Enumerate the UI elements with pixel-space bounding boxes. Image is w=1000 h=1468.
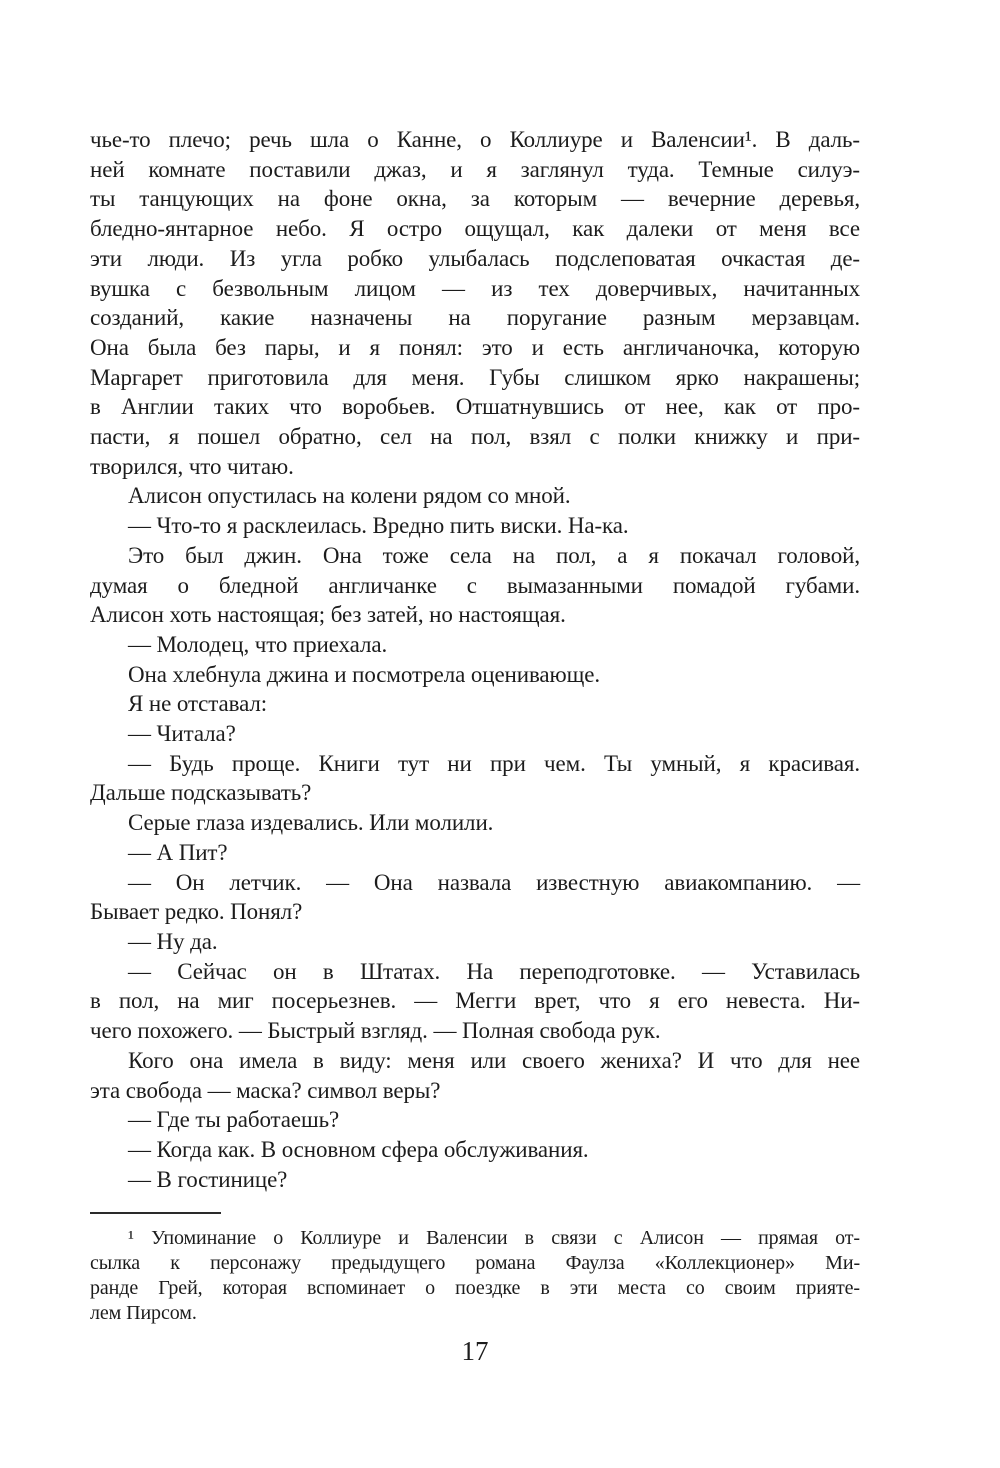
footnote [90,1226,860,1326]
text-line: чего похожего. — Быстрый взгляд. — Полная свобода рук. [90,1018,661,1044]
text-line: — А Пит? [128,839,228,865]
text-line: ¹ Упоминание о Коллиуре и Валенсии в связи с Алисон — прямая от- [128,1227,860,1249]
text-line: Серые глаза издевались. Или молили. [128,810,494,836]
paragraph [90,689,860,719]
text-line: — В гостинице? [128,1166,288,1192]
text-line: — Читала? [128,721,236,747]
text-line: ты танцующих на фоне окна, за которым — вечерние деревья, [90,186,860,212]
text-line: Маргарет приготовила для меня. Губы слишком ярко накрашены; [90,364,860,390]
text-line: эти люди. Из угла робко улыбалась подслеповатая очкастая де- [90,245,860,271]
text-line: — Когда как. В основном сфера обслуживания. [128,1136,589,1162]
paragraph [90,927,860,957]
text-line: Бывает редко. Понял? [90,899,303,925]
text-line: созданий, какие назначены на поругание разным мерзавцам. [90,305,860,331]
paragraph [90,838,860,868]
paragraph [90,868,860,927]
page-number: 17 [461,1336,489,1366]
text-line: эта свобода — маска? символ веры? [90,1077,441,1103]
paragraph [90,125,860,481]
text-line: — Сейчас он в Штатах. На переподготовке. — Уставилась [128,958,860,984]
text-line: чье-то плечо; речь шла о Канне, о Коллиуре и Валенсии¹. В даль- [90,127,860,152]
text-line: Кого она имела в виду: меня или своего жениха? И что для нее [128,1047,860,1073]
text-line: ранде Грей, которая вспоминает о поездке в эти места со своим прияте- [90,1277,860,1299]
paragraph [90,660,860,690]
text-line: — Где ты работаешь? [128,1107,340,1133]
paragraph [90,630,860,660]
paragraph [90,719,860,749]
text-line: творился, что читаю. [90,453,294,479]
text-line: — Молодец, что приехала. [128,631,388,657]
footnote-separator [90,1212,221,1214]
paragraph [90,1105,860,1135]
text-line: сылка к персонажу предыдущего романа Фаулза «Коллекционер» Ми- [90,1252,860,1274]
text-line: лем Пирсом. [90,1302,197,1324]
text-line: Дальше подсказывать? [90,780,312,806]
paragraph [90,957,860,1046]
text-line: Это был джин. Она тоже села на пол, а я покачал головой, [128,542,860,568]
text-line: ней комнате поставили джаз, и я заглянул туда. Темные силуэ- [90,156,860,182]
paragraph [90,1135,860,1165]
text-line: Она была без пары, и я понял: это и есть англичаночка, которую [90,334,860,360]
text-line: в пол, на миг посерьезнев. — Мегги врет, что я его невеста. Ни- [90,988,860,1014]
paragraph [90,1046,860,1105]
paragraph [90,541,860,630]
text-line: Алисон опустилась на колени рядом со мной. [128,483,571,509]
body-text [90,125,860,1194]
text-line: Алисон хоть настоящая; без затей, но настоящая. [90,602,566,628]
text-line: — Ну да. [128,928,218,954]
text-line: Она хлебнула джина и посмотрела оценивающе. [128,661,600,687]
paragraph [90,511,860,541]
footnote-paragraph [90,1226,860,1326]
paragraph [90,808,860,838]
text-line: думая о бледной англичанке с вымазанными помадой губами. [90,572,860,598]
paragraph [90,749,860,808]
text-line: бледно-янтарное небо. Я остро ощущал, как далеки от меня все [90,216,860,242]
text-line: пасти, я пошел обратно, сел на пол, взял с полки книжку и при- [90,424,860,450]
text-line: вушка с безвольным лицом — из тех доверчивых, начитанных [90,275,860,301]
text-line: — Что-то я расклеилась. Вредно пить виски. На-ка. [128,513,629,539]
text-line: Я не отставал: [128,691,268,717]
paragraph [90,1165,860,1195]
text-line: — Он летчик. — Она назвала известную авиакомпанию. — [128,869,860,895]
paragraph [90,481,860,511]
text-line: — Будь проще. Книги тут ни при чем. Ты умный, я красивая. [128,750,860,776]
text-line: в Англии таких что воробьев. Отшатнувшись от нее, как от про- [90,394,860,420]
